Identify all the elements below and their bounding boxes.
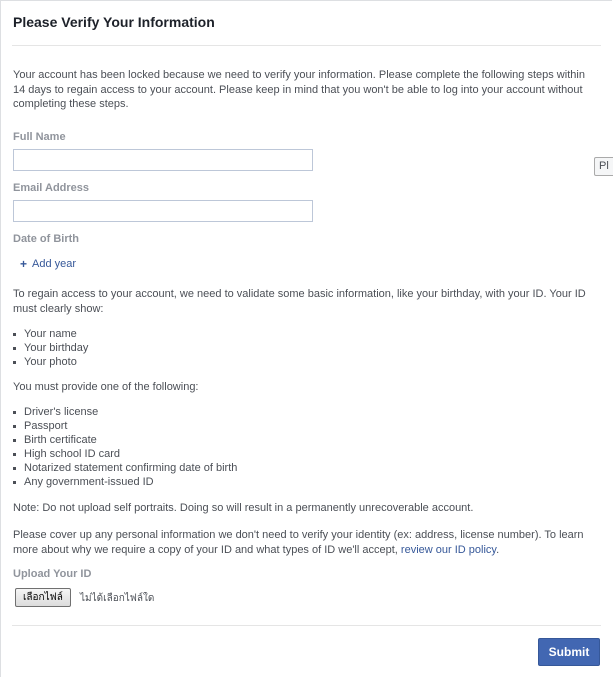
header-divider — [12, 45, 601, 46]
no-file-text: ไม่ได้เลือกไฟล์ใด — [80, 593, 155, 604]
list-item: Birth certificate — [13, 433, 237, 447]
note-text: Note: Do not upload self portraits. Doing so will result in a permanently unrecoverable account. — [13, 502, 474, 514]
side-tab[interactable]: Pl — [594, 157, 613, 176]
footer-divider — [12, 625, 601, 626]
dob-label: Date of Birth — [13, 233, 79, 245]
show-items-list — [13, 327, 88, 369]
upload-label: Upload Your ID — [13, 568, 92, 580]
validate-text: To regain access to your account, we need to validate some basic information, like your birthday, with your ID. Your ID must clearly show: — [13, 288, 586, 315]
list-item: High school ID card — [13, 447, 237, 461]
submit-button[interactable]: Submit — [538, 638, 600, 666]
choose-file-button[interactable]: เลือกไฟล์ — [15, 588, 71, 607]
add-year-button[interactable] — [20, 257, 76, 271]
full-name-input[interactable] — [13, 149, 313, 171]
list-item: Your birthday — [13, 341, 88, 355]
id-policy-link[interactable]: review our ID policy — [400, 543, 497, 556]
list-item: Notarized statement confirming date of birth — [13, 461, 237, 475]
full-name-label: Full Name — [13, 131, 66, 143]
cover-text-body: Please cover up any personal information we don't need to verify your identity (ex: address, license number). To learn more about why we require a copy of your ID and what types of ID we'll accept, — [13, 529, 584, 556]
list-item: Your photo — [13, 355, 88, 369]
list-item: Passport — [13, 419, 237, 433]
cover-text-end: . — [496, 543, 500, 556]
provide-text: You must provide one of the following: — [13, 381, 199, 393]
list-item: Any government-issued ID — [13, 475, 237, 489]
email-label: Email Address — [13, 182, 90, 194]
add-year-label: Add year — [32, 258, 77, 270]
list-item: Driver's license — [13, 405, 237, 419]
plus-icon: + — [20, 257, 28, 271]
email-input[interactable] — [13, 200, 313, 222]
intro-text: Your account has been locked because we need to verify your information. Please complete the following steps within 14 days to regain access to your account. Please keep in mind that you won't be able to log into your account without completing these steps. — [13, 69, 585, 110]
id-types-list — [13, 405, 237, 489]
cover-text — [13, 528, 593, 557]
list-item: Your name — [13, 327, 88, 341]
dialog-title: Please Verify Your Information — [13, 14, 215, 30]
